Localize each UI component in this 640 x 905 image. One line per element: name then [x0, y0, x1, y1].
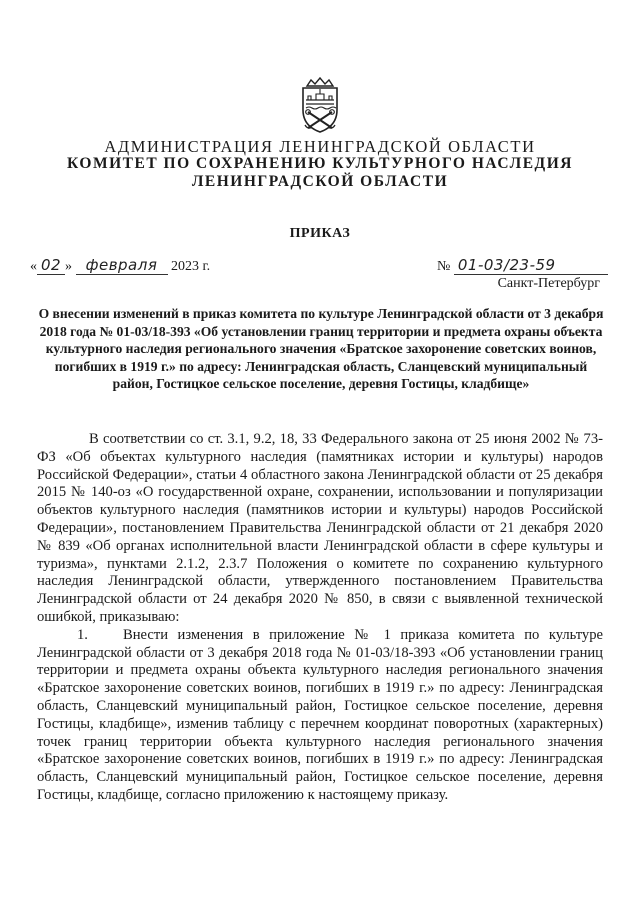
order-title: ПРИКАЗ [289, 226, 351, 241]
date-day: 02 [37, 256, 65, 275]
committee-region: ЛЕНИНГРАДСКОЙ ОБЛАСТИ [191, 173, 449, 190]
preamble-paragraph: В соответствии со ст. 3.1, 9.2, 18, 33 Федерального закона от 25 июня 2002 № 73-ФЗ «Об объектах культурного наследия (памятниках истории и культуры) народов Российской Федерации», статьи 4 областного закона Ленинградской области от 25 декабря 2015 № 140-оз «О государственной охране, сохранении, использовании и популяризации объектов культурного наследия (памятников истории и культуры) народов Российской Федерации», постановлением Правительства Ленинградской области от 21 декабря 2020 № 839 «Об органах исполнительной власти Ленинградской области в сфере культуры и туризма», пунктами 2.1.2, 2.3.7 Положения о комитете по сохранению культурного наследия Ленинградской области, утвержденного постановлением Правительства Ленинградской области от 24 декабря 2020 № 850, в связи с выявленной технической ошибкой, приказываю: [37, 431, 603, 625]
order-body [37, 431, 603, 805]
administration-title: АДМИНИСТРАЦИЯ ЛЕНИНГРАДСКОЙ ОБЛАСТИ [104, 137, 536, 156]
order-number [437, 256, 608, 275]
date-year: 2023 г. [171, 259, 211, 274]
order-date [30, 256, 210, 275]
date-open-quote: « [30, 259, 37, 274]
item-text: Внести изменения в приложение № 1 приказа комитета по культуре Ленинградской области от 3 декабря 2018 года № 01-03/18-393 «Об установлении границ территории и предмета охраны объекта культурного наследия регионального значения «Братское захоронение советских воинов, погибших в 1919 г.» по адресу: Ленинградская область, Сланцевский муниципальный район, Гостицкое сельское поселение, деревня Гостицы, кладбище», изменив таблицу с перечнем координат поворотных (характерных) точек границ территории объекта культурного наследия регионального значения «Братское захоронение советских воинов, погибших в 1919 г.» по адресу: Ленинградская область, Сланцевский муниципальный район, Гостицкое сельское поселение, деревня Гостицы, кладбище, согласно приложению к настоящему приказу. [37, 626, 603, 803]
item-number: 1. [77, 626, 88, 643]
coat-of-arms-icon [291, 76, 349, 134]
number-value: 01-03/23-59 [454, 256, 608, 275]
date-month: февраля [76, 256, 168, 275]
committee-title: КОМИТЕТ ПО СОХРАНЕНИЮ КУЛЬТУРНОГО НАСЛЕДИЯ [67, 155, 573, 172]
order-subject: О внесении изменений в приказ комитета по культуре Ленинградской области от 3 декабря 2018 года № 01-03/18-393 «Об установлении границ территории и предмета охраны объекта культурного наследия регионального значения «Братское захоронение советских воинов, погибших в 1919 г.» по адресу: Ленинградская область, Сланцевский муниципальный район, Гостицкое сельское поселение, деревня Гостицы, кладбище» [38, 306, 604, 391]
number-label: № [437, 259, 451, 274]
date-close-quote: » [65, 259, 72, 274]
order-item-1 [37, 627, 603, 805]
order-city: Санкт-Петербург [497, 276, 600, 291]
